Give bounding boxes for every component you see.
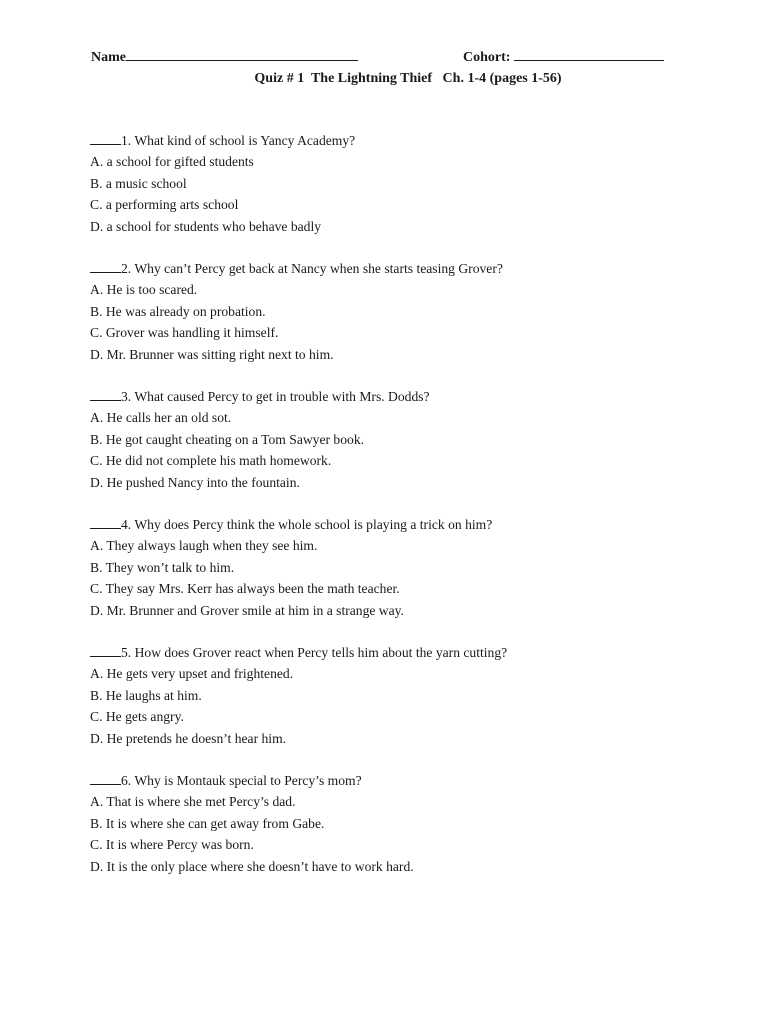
choice-d: D. He pushed Nancy into the fountain. [90,474,300,490]
question-prompt: 1. What kind of school is Yancy Academy? [121,133,356,148]
choice-d: D. It is the only place where she doesn’t have to work hard. [90,858,414,874]
choice-d: D. a school for students who behave badly [90,218,322,234]
answer-blank[interactable] [90,516,121,529]
choice-c: C. a performing arts school [90,197,239,213]
question-6 [90,770,710,877]
cohort-blank-line[interactable] [514,47,664,61]
choice-a: A. He is too scared. [90,282,198,298]
cohort-label: Cohort: [463,50,511,65]
choice-a: A. He calls her an old sot. [90,410,232,426]
choice-c: C. They say Mrs. Kerr has always been the math teacher. [90,581,400,597]
question-2 [90,258,710,365]
question-prompt-line [90,642,710,663]
choice-d: D. He pretends he doesn’t hear him. [90,730,287,746]
question-prompt: 3. What caused Percy to get in trouble with Mrs. Dodds? [121,389,430,404]
question-prompt-line [90,258,710,279]
answer-blank[interactable] [90,132,121,145]
quiz-title: Quiz # 1 The Lightning Thief Ch. 1-4 (pages 1-56) [254,71,562,86]
question-prompt-line [90,130,710,151]
answer-blank[interactable] [90,772,121,785]
answer-blank[interactable] [90,644,121,657]
choice-b: B. It is where she can get away from Gabe. [90,815,325,831]
question-prompt: 6. Why is Montauk special to Percy’s mom? [121,773,362,788]
question-prompt: 4. Why does Percy think the whole school is playing a trick on him? [121,517,493,532]
choice-b: B. They won’t talk to him. [90,559,235,575]
choice-a: A. He gets very upset and frightened. [90,666,294,682]
question-1 [90,130,710,237]
choice-c: C. He gets angry. [90,709,184,725]
choice-a: A. They always laugh when they see him. [90,538,318,554]
cohort-field[interactable] [463,47,664,66]
choice-b: B. He laughs at him. [90,687,202,703]
question-4 [90,514,710,621]
question-3 [90,386,710,493]
question-prompt-line [90,770,710,791]
choice-c: C. Grover was handling it himself. [90,325,279,341]
answer-blank[interactable] [90,388,121,401]
question-5 [90,642,710,749]
choice-b: B. He got caught cheating on a Tom Sawyer book. [90,431,365,447]
question-prompt: 2. Why can’t Percy get back at Nancy when she starts teasing Grover? [121,261,503,276]
choice-c: C. It is where Percy was born. [90,837,254,853]
answer-blank[interactable] [90,260,121,273]
name-label: Name [91,50,126,65]
choice-a: A. That is where she met Percy’s dad. [90,794,296,810]
choice-a: A. a school for gifted students [90,154,254,170]
choice-b: B. a music school [90,175,187,191]
choice-c: C. He did not complete his math homework. [90,453,332,469]
question-prompt: 5. How does Grover react when Percy tells him about the yarn cutting? [121,645,508,660]
name-blank-line[interactable] [126,47,358,61]
question-prompt-line [90,386,710,407]
choice-b: B. He was already on probation. [90,303,266,319]
choice-d: D. Mr. Brunner was sitting right next to him. [90,346,334,362]
name-field[interactable] [91,47,358,66]
question-prompt-line [90,514,710,535]
choice-d: D. Mr. Brunner and Grover smile at him in a strange way. [90,602,404,618]
